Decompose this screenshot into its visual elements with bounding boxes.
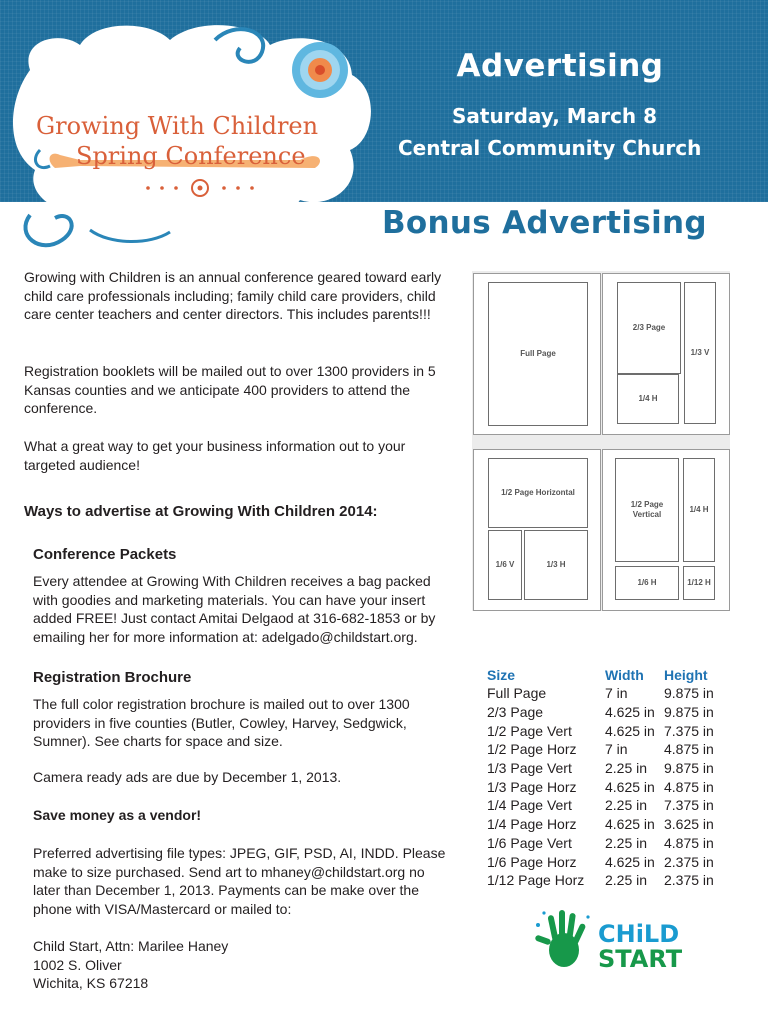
height-cell: 3.625 in (664, 816, 714, 833)
flower-icon (292, 42, 348, 98)
hand-icon (534, 910, 586, 967)
table-row (487, 759, 714, 778)
size-cell: 1/4 Page Horz (487, 816, 577, 833)
diagram-page-1 (473, 273, 601, 435)
half-v-box: 1/2 Page Vertical (615, 458, 679, 562)
width-cell: 7 in (605, 741, 628, 758)
table-row (487, 834, 714, 853)
table-row (487, 721, 714, 740)
width-cell: 2.25 in (605, 834, 648, 851)
height-cell: 7.375 in (664, 722, 714, 739)
width-cell: 4.625 in (605, 853, 655, 870)
event-date: Saturday, March 8 (452, 104, 658, 128)
width-column-header: Width (605, 666, 644, 683)
size-cell: 1/3 Page Vert (487, 760, 572, 777)
brochure-text: The full color registration brochure is mailed out to over 1300 providers in five counties (Butler, Cowley, Harvey, Sedgwick, Sumner). See charts for space and size. (33, 696, 410, 749)
size-cell: 1/6 Page Vert (487, 834, 572, 851)
sixth-v-box: 1/6 V (488, 530, 522, 600)
size-cell: Full Page (487, 685, 547, 702)
size-cell: 1/4 Page Vert (487, 797, 572, 814)
intro-paragraph-1: Growing with Children is an annual conference geared toward early child care professionals including; family child care providers, child care center teachers and center directors. This includes parents!!! (24, 269, 442, 322)
height-cell: 9.875 in (664, 760, 714, 777)
size-cell: 1/2 Page Horz (487, 741, 577, 758)
intro-paragraph-2: Registration booklets will be mailed out to over 1300 providers in 5 Kansas counties and we anticipate 400 providers to attend the conference. (24, 363, 436, 416)
width-cell: 4.625 in (605, 778, 655, 795)
diagram-page-3 (473, 449, 601, 611)
table-row (487, 703, 714, 722)
width-cell: 2.25 in (605, 760, 648, 777)
ad-size-diagram (472, 271, 730, 611)
size-cell: 1/6 Page Horz (487, 853, 577, 870)
sixth-h-box: 1/6 H (615, 566, 679, 600)
logo-start-text: START (598, 945, 683, 973)
third-v-box: 1/3 V (684, 282, 716, 424)
third-h-box: 1/3 H (524, 530, 588, 600)
table-row (487, 684, 714, 703)
size-cell: 1/12 Page Horz (487, 872, 585, 889)
table-row (487, 815, 714, 834)
width-cell: 4.625 in (605, 816, 655, 833)
height-cell: 4.875 in (664, 778, 714, 795)
logo-line-2: Spring Conference (76, 142, 306, 170)
height-cell: 4.875 in (664, 741, 714, 758)
logo-line-1: Growing With Children (36, 112, 319, 140)
table-row (487, 852, 714, 871)
address-line-3: Wichita, KS 67218 (33, 975, 149, 991)
brochure-heading: Registration Brochure (33, 669, 192, 686)
height-cell: 9.875 in (664, 704, 714, 721)
width-cell: 7 in (605, 685, 628, 702)
table-row (487, 777, 714, 796)
ad-size-table (487, 665, 714, 890)
height-cell: 7.375 in (664, 797, 714, 814)
event-venue: Central Community Church (398, 136, 702, 160)
size-cell: 2/3 Page (487, 704, 544, 721)
address-line-2: 1002 S. Oliver (33, 956, 122, 973)
table-header-row (487, 665, 714, 684)
intro-paragraph-3: What a great way to get your business information out to your targeted audience! (24, 438, 406, 473)
table-row (487, 796, 714, 815)
save-money-text: Save money as a vendor! (33, 807, 202, 823)
due-date-text: Camera ready ads are due by December 1, 2013. (33, 769, 342, 785)
width-cell: 2.25 in (605, 797, 648, 814)
quarter-h-box: 1/4 H (617, 374, 679, 424)
table-row (487, 740, 714, 759)
width-cell: 4.625 in (605, 722, 655, 739)
size-cell: 1/3 Page Horz (487, 778, 577, 795)
height-cell: 2.375 in (664, 853, 714, 870)
logo-child-text: CHiLD (598, 920, 680, 948)
packets-heading: Conference Packets (33, 546, 177, 563)
height-cell: 2.375 in (664, 872, 714, 889)
bonus-heading: Bonus Advertising (382, 205, 707, 241)
height-column-header: Height (664, 666, 708, 683)
ways-heading: Ways to advertise at Growing With Children 2014: (24, 503, 378, 520)
address-line-1: Child Start, Attn: Marilee Haney (33, 938, 229, 954)
height-cell: 9.875 in (664, 685, 714, 702)
two-thirds-box: 2/3 Page (617, 282, 681, 374)
size-cell: 1/2 Page Vert (487, 722, 572, 739)
mailing-address (33, 937, 453, 993)
height-cell: 4.875 in (664, 834, 714, 851)
half-h-box: 1/2 Page Horizontal (488, 458, 588, 528)
twelfth-h-box: 1/12 H (683, 566, 715, 600)
page-title: Advertising (456, 48, 664, 84)
file-types-text: Preferred advertising file types: JPEG, GIF, PSD, AI, INDD. Please make to size purchased. Send art to mhaney@childstart.org no later than December 1, 2013. Payments can be make over the phone with VISA/Mastercard or mailed to: (33, 845, 446, 917)
diagram-page-2 (602, 273, 730, 435)
width-cell: 2.25 in (605, 872, 648, 889)
table-row (487, 871, 714, 890)
diagram-page-4 (602, 449, 730, 611)
size-column-header: Size (487, 666, 516, 683)
full-page-box: Full Page (488, 282, 588, 426)
width-cell: 4.625 in (605, 704, 655, 721)
quarter-h-box-2: 1/4 H (683, 458, 715, 562)
packets-text: Every attendee at Growing With Children receives a bag packed with goodies and marketing materials. You can have your insert added FREE! Just contact Amitai Delgaod at 316-682-1853 or by emailing her for more information at: adelgado@childstart.org. (33, 573, 436, 645)
